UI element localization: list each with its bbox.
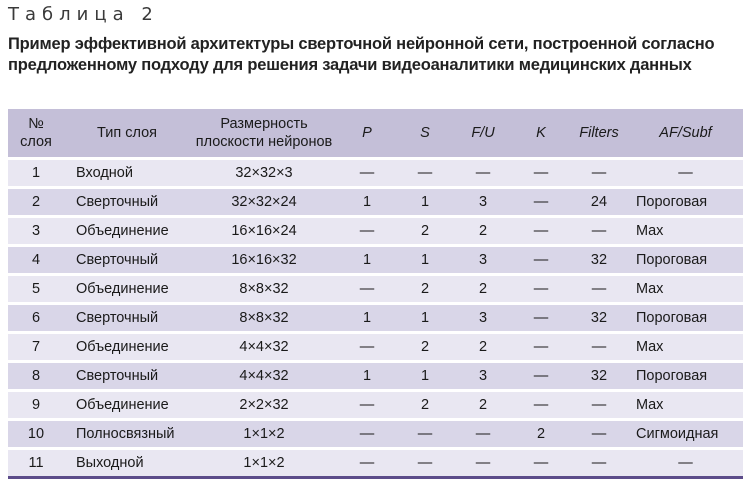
cell-af: Max: [628, 217, 743, 246]
header-k: K: [512, 109, 570, 159]
cell-num: 5: [8, 275, 64, 304]
cell-dimension: 8×8×32: [190, 275, 338, 304]
cell-af: Пороговая: [628, 304, 743, 333]
cell-type: Входной: [64, 159, 190, 188]
header-p: P: [338, 109, 396, 159]
cell-num: 8: [8, 362, 64, 391]
cell-af: —: [628, 159, 743, 188]
cell-dimension: 32×32×24: [190, 188, 338, 217]
cell-s: —: [396, 449, 454, 478]
cell-s: 2: [396, 275, 454, 304]
cell-p: —: [338, 391, 396, 420]
cell-dimension: 1×1×2: [190, 449, 338, 478]
cell-num: 3: [8, 217, 64, 246]
cell-af: Max: [628, 333, 743, 362]
cell-filters: —: [570, 333, 628, 362]
cell-type: Сверточный: [64, 246, 190, 275]
cell-dimension: 1×1×2: [190, 420, 338, 449]
cell-num: 4: [8, 246, 64, 275]
cell-fu: 2: [454, 275, 512, 304]
cell-s: 1: [396, 246, 454, 275]
header-num-line1: №: [28, 116, 44, 132]
cell-s: 2: [396, 391, 454, 420]
cell-num: 2: [8, 188, 64, 217]
table-caption: Таблица 2: [8, 4, 159, 25]
header-filters: Filters: [570, 109, 628, 159]
cell-type: Сверточный: [64, 304, 190, 333]
table-row: [8, 246, 743, 275]
cell-filters: 32: [570, 246, 628, 275]
table-header-row: [8, 109, 743, 159]
cell-type: Сверточный: [64, 362, 190, 391]
cell-s: 1: [396, 304, 454, 333]
cell-s: 1: [396, 188, 454, 217]
cell-fu: —: [454, 420, 512, 449]
cell-k: —: [512, 246, 570, 275]
cell-filters: —: [570, 217, 628, 246]
cell-type: Сверточный: [64, 188, 190, 217]
table-row: [8, 420, 743, 449]
cell-s: 1: [396, 362, 454, 391]
table-row: [8, 304, 743, 333]
cell-fu: 3: [454, 304, 512, 333]
cell-type: Полносвязный: [64, 420, 190, 449]
cell-af: —: [628, 449, 743, 478]
cell-type: Объединение: [64, 333, 190, 362]
cell-filters: —: [570, 449, 628, 478]
cell-k: —: [512, 304, 570, 333]
cell-filters: 24: [570, 188, 628, 217]
header-num: [8, 109, 64, 159]
cell-fu: —: [454, 449, 512, 478]
cell-num: 9: [8, 391, 64, 420]
cell-p: —: [338, 217, 396, 246]
cell-filters: —: [570, 420, 628, 449]
cell-num: 6: [8, 304, 64, 333]
header-type: Тип слоя: [64, 109, 190, 159]
table-row: [8, 217, 743, 246]
cell-filters: 32: [570, 362, 628, 391]
cell-af: Пороговая: [628, 362, 743, 391]
cell-k: 2: [512, 420, 570, 449]
cell-af: Сигмоидная: [628, 420, 743, 449]
cell-dimension: 16×16×24: [190, 217, 338, 246]
cell-k: —: [512, 391, 570, 420]
cell-num: 11: [8, 449, 64, 478]
cell-type: Объединение: [64, 275, 190, 304]
cell-k: —: [512, 188, 570, 217]
cell-af: Пороговая: [628, 188, 743, 217]
cell-fu: 3: [454, 246, 512, 275]
cell-num: 10: [8, 420, 64, 449]
cell-p: 1: [338, 188, 396, 217]
header-dim-line2: плоскости нейронов: [195, 134, 333, 150]
cell-fu: —: [454, 159, 512, 188]
header-fu: F/U: [454, 109, 512, 159]
table-row: [8, 188, 743, 217]
cell-p: —: [338, 420, 396, 449]
header-num-line2: слоя: [20, 134, 52, 150]
cell-fu: 2: [454, 391, 512, 420]
cell-fu: 3: [454, 362, 512, 391]
cell-p: 1: [338, 246, 396, 275]
cell-dimension: 4×4×32: [190, 362, 338, 391]
cell-fu: 2: [454, 217, 512, 246]
cell-type: Выходной: [64, 449, 190, 478]
cell-p: —: [338, 333, 396, 362]
header-dim-line1: Размерность: [220, 116, 308, 132]
cell-dimension: 4×4×32: [190, 333, 338, 362]
header-dimension: [190, 109, 338, 159]
cell-type: Объединение: [64, 217, 190, 246]
cell-dimension: 16×16×32: [190, 246, 338, 275]
cell-s: —: [396, 159, 454, 188]
cell-s: —: [396, 420, 454, 449]
cell-fu: 3: [454, 188, 512, 217]
table-row: [8, 159, 743, 188]
cell-fu: 2: [454, 333, 512, 362]
table-row: [8, 333, 743, 362]
cell-s: 2: [396, 333, 454, 362]
cell-p: —: [338, 159, 396, 188]
cell-dimension: 2×2×32: [190, 391, 338, 420]
table-row: [8, 275, 743, 304]
cell-p: —: [338, 275, 396, 304]
cell-p: —: [338, 449, 396, 478]
architecture-table: [8, 109, 743, 479]
cell-k: —: [512, 275, 570, 304]
table-row: [8, 362, 743, 391]
cell-dimension: 32×32×3: [190, 159, 338, 188]
cell-type: Объединение: [64, 391, 190, 420]
cell-num: 7: [8, 333, 64, 362]
cell-p: 1: [338, 362, 396, 391]
cell-dimension: 8×8×32: [190, 304, 338, 333]
cell-num: 1: [8, 159, 64, 188]
cell-af: Max: [628, 391, 743, 420]
cell-k: —: [512, 333, 570, 362]
cell-af: Max: [628, 275, 743, 304]
table-row: [8, 449, 743, 478]
cell-filters: —: [570, 391, 628, 420]
cell-k: —: [512, 449, 570, 478]
cell-k: —: [512, 159, 570, 188]
table-row: [8, 391, 743, 420]
cell-filters: —: [570, 159, 628, 188]
cell-s: 2: [396, 217, 454, 246]
cell-filters: —: [570, 275, 628, 304]
cell-p: 1: [338, 304, 396, 333]
cell-k: —: [512, 362, 570, 391]
header-s: S: [396, 109, 454, 159]
cell-k: —: [512, 217, 570, 246]
table-title: Пример эффективной архитектуры сверточной нейронной сети, построенной согласно предложенному подходу для решения задачи видеоаналитики медицинских данных: [8, 35, 715, 74]
header-af: AF/Subf: [628, 109, 743, 159]
table-body: [8, 159, 743, 478]
cell-af: Пороговая: [628, 246, 743, 275]
cell-filters: 32: [570, 304, 628, 333]
